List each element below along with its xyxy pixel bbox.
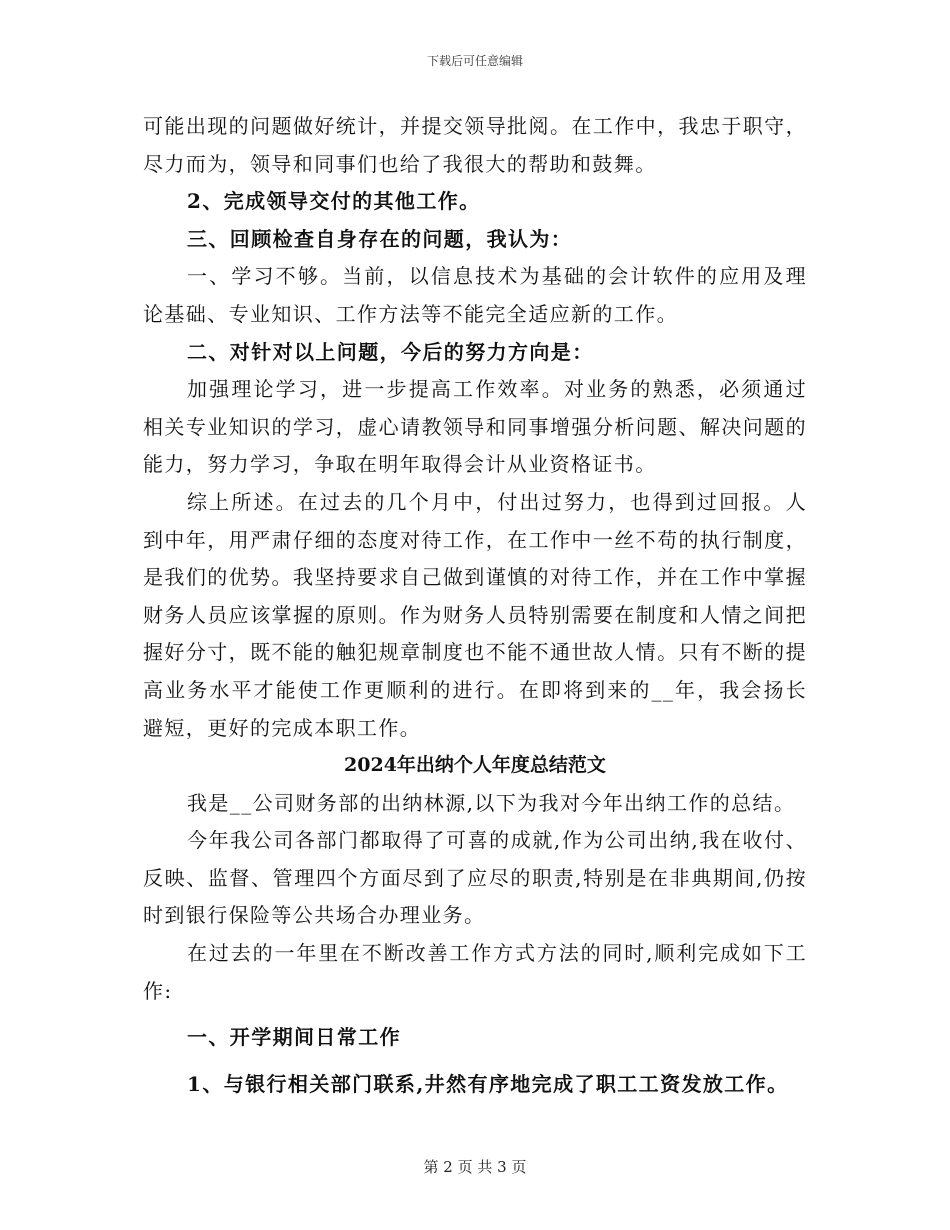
- section-heading-problems: 三、回顾检查自身存在的问题，我认为：: [187, 226, 573, 251]
- paragraph-salary: 1、与银行相关部门联系,井然有序地完成了职工工资发放工作。: [187, 1071, 789, 1096]
- header-note: 下载后可任意编辑: [426, 54, 523, 68]
- section-heading-daily-work: 一、开学期间日常工作: [187, 1025, 401, 1050]
- document-title: 2024年出纳个人年度总结范文: [344, 754, 606, 777]
- paragraph-item-2: 2、完成领导交付的其他工作。: [187, 189, 481, 214]
- paragraph-achievements: 今年我公司各部门都取得了可喜的成就,作为公司出纳,我在收付、反映、监督、管理四个方面尽到了应尽的职责,特别是在非典期间,仍按时到银行保险等公共场合办理业务。: [143, 828, 807, 928]
- page-number: 第 2 页 共 3 页: [423, 1158, 527, 1176]
- paragraph-theory: 加强理论学习，进一步提高工作效率。对业务的熟悉，必须通过相关专业知识的学习，虚心请教领导和同事增强分析问题、解决问题的能力，努力学习，争取在明年取得会计从业资格证书。: [143, 377, 807, 477]
- paragraph-summary: 综上所述。在过去的几个月中，付出过努力，也得到过回报。人到中年，用严肃仔细的态度对待工作，在工作中一丝不苟的执行制度，是我们的优势。我坚持要求自己做到谨慎的对待工作，并在工作中掌握财务人员应该掌握的原则。作为财务人员特别需要在制度和人情之间把握好分寸，既不能的触犯规章制度也不能不通世故人情。只有不断的提高业务水平才能使工作更顺利的进行。在即将到来的__年，我会扬长避短，更好的完成本职工作。: [143, 489, 807, 740]
- paragraph-intro: 我是__公司财务部的出纳林源,以下为我对今年出纳工作的总结。: [187, 790, 796, 815]
- paragraph-learning: 一、学习不够。当前，以信息技术为基础的会计软件的应用及理论基础、专业知识、工作方法等不能完全适应新的工作。: [143, 264, 807, 326]
- paragraph-past-year: 在过去的一年里在不断改善工作方式方法的同时,顺利完成如下工作:: [143, 941, 807, 1003]
- section-heading-direction: 二、对针对以上问题，今后的努力方向是：: [187, 339, 594, 364]
- document-body: [143, 108, 807, 1103]
- paragraph-continuation: 可能出现的问题做好统计，并提交领导批阅。在工作中，我忠于职守，尽力而为，领导和同事们也给了我很大的帮助和鼓舞。: [143, 114, 807, 176]
